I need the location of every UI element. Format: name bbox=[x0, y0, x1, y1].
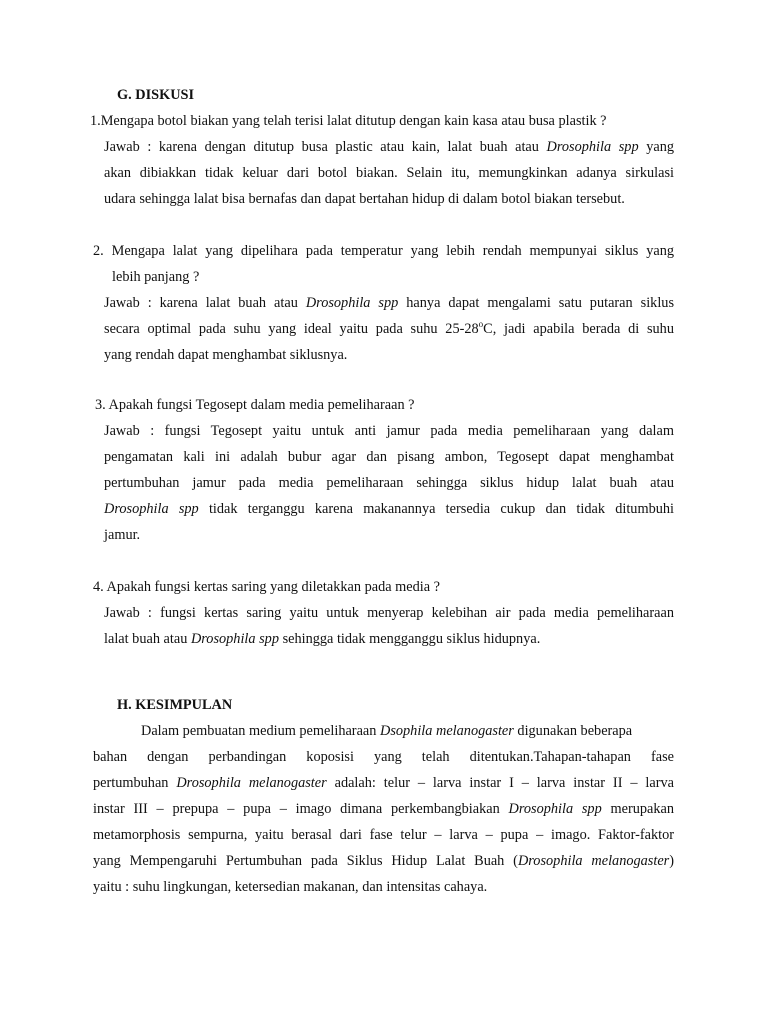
species-name: Dsophila melanogaster bbox=[380, 723, 514, 739]
conclusion-line-3: pertumbuhan Drosophila melanogaster adalah: telur – larva instar I – larva instar II – larva bbox=[93, 775, 674, 791]
question-3: 3. Apakah fungsi Tegosept dalam media pemeliharaan ? bbox=[95, 397, 415, 413]
section-g-heading: G. DISKUSI bbox=[117, 87, 195, 103]
answer-2-line-2: secara optimal pada suhu yang ideal yaitu pada suhu 25-28$^o$C, jadi apabila berada di suhu bbox=[104, 319, 674, 337]
conclusion-line-1: Dalam pembuatan medium pemeliharaan Dsophila melanogaster digunakan beberapa bbox=[141, 723, 633, 739]
answer-2-line-1: Jawab : karena lalat buah atau Drosophila spp hanya dapat mengalami satu putaran siklus bbox=[104, 295, 675, 311]
degree-superscript: o bbox=[478, 319, 484, 329]
species-name: Drosophila spp bbox=[305, 295, 399, 311]
conclusion-line-7: yaitu : suhu lingkungan, ketersedian makanan, dan intensitas cahaya. bbox=[93, 879, 488, 895]
answer-3-line-4: Drosophila spp tidak terganggu karena makanannya tersedia cukup dan tidak ditumbuhi bbox=[104, 501, 674, 517]
species-name: Drosophila spp bbox=[508, 801, 602, 817]
answer-3-line-3: pertumbuhan jamur pada media pemeliharaan sehingga siklus hidup lalat buah atau bbox=[104, 475, 674, 491]
answer-3-line-5: jamur. bbox=[104, 527, 141, 543]
species-name: Drosophila spp bbox=[190, 631, 279, 647]
question-4: 4. Apakah fungsi kertas saring yang diletakkan pada media ? bbox=[93, 579, 440, 595]
section-h-heading: H. KESIMPULAN bbox=[117, 697, 233, 713]
question-2-line-1: 2. Mengapa lalat yang dipelihara pada temperatur yang lebih rendah mempunyai siklus yang bbox=[93, 243, 674, 259]
question-2-line-2: lebih panjang ? bbox=[112, 269, 200, 285]
answer-3-line-1: Jawab : fungsi Tegosept yaitu untuk anti jamur pada media pemeliharaan yang dalam bbox=[104, 423, 674, 439]
answer-4-line-1: Jawab : fungsi kertas saring yaitu untuk menyerap kelebihan air pada media pemeliharaan bbox=[104, 605, 674, 621]
species-name: Drosophila spp bbox=[546, 139, 639, 155]
question-1: 1.Mengapa botol biakan yang telah terisi lalat ditutup dengan kain kasa atau busa plastik ? bbox=[90, 113, 607, 129]
species-name: Drosophila melanogaster bbox=[176, 775, 327, 791]
answer-4-line-2: lalat buah atau Drosophila spp sehingga tidak mengganggu siklus hidupnya. bbox=[104, 631, 541, 647]
species-name: Drosophila spp bbox=[104, 501, 199, 517]
conclusion-line-4: instar III – prepupa – pupa – imago dimana perkembangbiakan Drosophila spp merupakan bbox=[93, 801, 675, 817]
answer-1-line-2: akan dibiakkan tidak keluar dari botol biakan. Selain itu, memungkinkan adanya sirkulasi bbox=[104, 165, 674, 181]
answer-1-line-3: udara sehingga lalat bisa bernafas dan dapat bertahan hidup di dalam botol biakan tersebut. bbox=[104, 191, 625, 207]
conclusion-line-2: bahan dengan perbandingan koposisi yang telah ditentukan.Tahapan-tahapan fase bbox=[93, 749, 674, 765]
species-name: Drosophila melanogaster bbox=[517, 853, 670, 869]
conclusion-line-5: metamorphosis sempurna, yaitu berasal dari fase telur – larva – pupa – imago. Faktor-faktor bbox=[93, 827, 674, 843]
conclusion-line-6: yang Mempengaruhi Pertumbuhan pada Siklus Hidup Lalat Buah (Drosophila melanogaster) bbox=[93, 853, 675, 869]
answer-1-line-1: Jawab : karena dengan ditutup busa plastic atau kain, lalat buah atau Drosophila spp yang bbox=[104, 139, 675, 155]
answer-2-line-3: yang rendah dapat menghambat siklusnya. bbox=[104, 347, 348, 363]
answer-3-line-2: pengamatan kali ini adalah bubur agar dan pisang ambon, Tegosept dapat menghambat bbox=[104, 449, 674, 465]
